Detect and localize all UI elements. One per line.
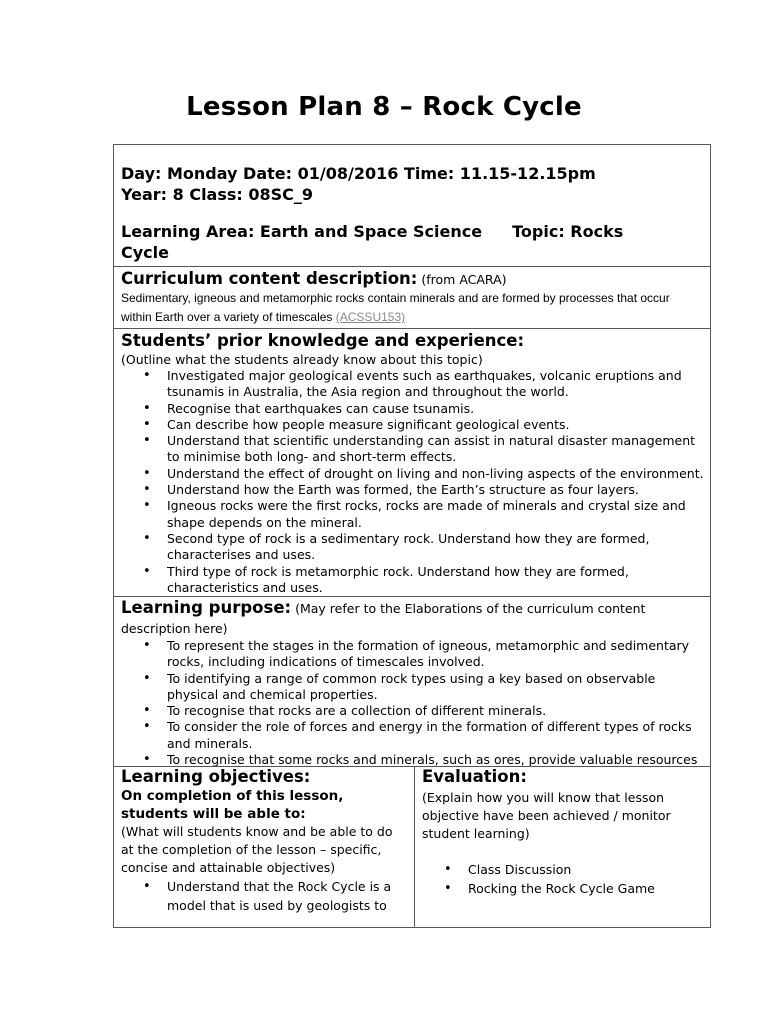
column-divider xyxy=(414,767,415,927)
objectives-note: (What will students know and be able to do at the completion of the lesson – specific, concise and attainable objectives) xyxy=(121,824,393,875)
list-item: • Understand that the Rock Cycle is a model that is used by geologists to xyxy=(121,877,409,915)
objectives-sub: On completion of this lesson, students will be able to: xyxy=(121,788,344,822)
page-title: Lesson Plan 8 – Rock Cycle xyxy=(186,92,582,122)
list-item: • Investigated major geological events such as earthquakes, volcanic eruptions and tsunamis in Australia, the Asia region and throughout the world. xyxy=(121,368,704,401)
purpose-note: (May refer to the Elaborations of the curriculum content description here) xyxy=(121,601,646,636)
list-item: • Second type of rock is a sedimentary rock. Understand how they are formed, characterises and uses. xyxy=(121,531,704,564)
list-item: • Class Discussion xyxy=(422,860,702,879)
objectives-heading: Learning objectives: xyxy=(121,767,311,786)
topic-cont: Cycle xyxy=(121,243,169,262)
header-cell xyxy=(114,145,710,266)
objectives-column xyxy=(121,767,409,915)
year-class: Year: 8 Class: 08SC_9 xyxy=(121,185,314,204)
prior-list xyxy=(121,368,704,596)
lesson-plan-table xyxy=(113,144,711,928)
curriculum-heading: Curriculum content description: xyxy=(121,269,418,288)
list-item: • To recognise that rocks are a collection of different minerals. xyxy=(121,703,704,719)
purpose-list xyxy=(121,638,704,768)
topic: Topic: Rocks xyxy=(512,222,624,241)
purpose-heading: Learning purpose: xyxy=(121,598,292,617)
prior-note: (Outline what the students already know about this topic) xyxy=(121,352,483,367)
list-item: • Understand that scientific understanding can assist in natural disaster management to minimise both long- and short-term effects. xyxy=(121,433,704,466)
learning-area-line xyxy=(121,221,704,242)
evaluation-note: (Explain how you will know that lesson objective have been achieved / monitor student learning) xyxy=(422,790,671,841)
list-item: • Recognise that earthquakes can cause tsunamis. xyxy=(121,401,704,417)
list-item: • To recognise that some rocks and minerals, such as ores, provide valuable resources xyxy=(121,752,704,768)
objectives-list xyxy=(121,877,409,915)
prior-knowledge-cell xyxy=(114,328,710,596)
list-item: • To represent the stages in the formation of igneous, metamorphic and sedimentary rocks, including indications of timescales involved. xyxy=(121,638,704,671)
evaluation-column xyxy=(422,767,702,898)
learning-purpose-cell xyxy=(114,596,710,766)
prior-heading: Students’ prior knowledge and experience: xyxy=(121,331,525,350)
curriculum-cell xyxy=(114,266,710,328)
list-item: • Can describe how people measure significant geological events. xyxy=(121,417,704,433)
list-item: • To consider the role of forces and energy in the formation of different types of rocks and minerals. xyxy=(121,719,704,752)
evaluation-heading: Evaluation: xyxy=(422,767,527,786)
learning-area: Learning Area: Earth and Space Science xyxy=(121,222,483,241)
list-item: • Igneous rocks were the first rocks, rocks are made of minerals and crystal size and shape depends on the mineral. xyxy=(121,498,704,531)
list-item: • To identifying a range of common rock types using a key based on observable physical and chemical properties. xyxy=(121,671,704,704)
list-item: • Understand how the Earth was formed, the Earth’s structure as four layers. xyxy=(121,482,704,498)
list-item: • Understand the effect of drought on living and non-living aspects of the environment. xyxy=(121,466,704,482)
list-item: • Third type of rock is metamorphic rock. Understand how they are formed, characteristics and uses. xyxy=(121,564,704,597)
curriculum-source: (from ACARA) xyxy=(417,272,507,287)
day-date-time: Day: Monday Date: 01/08/2016 Time: 11.15-12.15pm xyxy=(121,164,596,183)
list-item: • Rocking the Rock Cycle Game xyxy=(422,879,702,898)
evaluation-list xyxy=(422,860,702,898)
objectives-evaluation-cell xyxy=(114,766,710,927)
curriculum-text: Sedimentary, igneous and metamorphic rocks contain minerals and are formed by processes that occur within Earth over a variety of timescales (ACSSU153) xyxy=(121,291,670,324)
acara-code-link[interactable]: (ACSSU153) xyxy=(335,310,406,324)
